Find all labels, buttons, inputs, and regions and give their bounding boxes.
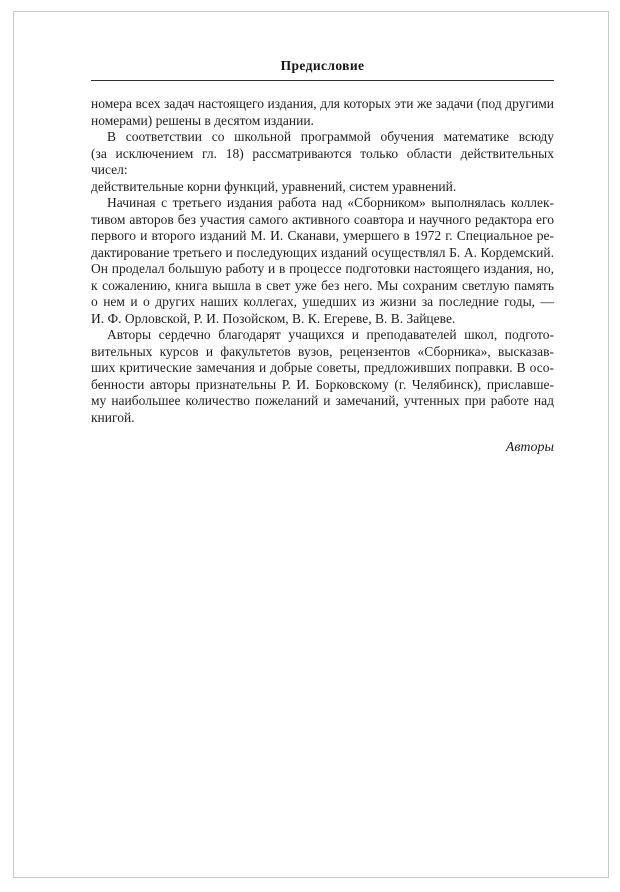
text-line: номерами) решены в десятом издании. bbox=[91, 112, 314, 128]
text-column bbox=[91, 12, 554, 456]
text-line: первого и второго изданий М. И. Сканави, умершего в 1972 г. Специальное ре- bbox=[91, 228, 554, 243]
header-rule bbox=[91, 80, 554, 81]
text-line: действительные корни функций, уравнений, систем уравнений. bbox=[91, 178, 457, 194]
text-line: к сожалению, книга вышла в свет уже без него. Мы сохраним светлую память bbox=[91, 277, 554, 293]
paragraph bbox=[91, 195, 554, 327]
text-line: о нем и о других наших коллегах, ушедших из жизни за последние годы, — bbox=[91, 294, 554, 309]
text-line: бенности авторы признательны Р. И. Борковскому (г. Челябинск), приславше- bbox=[91, 376, 554, 392]
body-text bbox=[91, 96, 554, 426]
text-line: номера всех задач настоящего издания, для которых эти же задачи (под другими bbox=[91, 96, 554, 111]
text-line: Авторы сердечно благодарят учащихся и преподавателей школ, подгото- bbox=[107, 327, 554, 342]
text-line: дактирование третьего и последующих изданий осуществлял Б. А. Кордемский. bbox=[91, 244, 554, 260]
text-line: книгой. bbox=[91, 409, 135, 425]
paragraph bbox=[91, 129, 554, 195]
text-line: му наибольшее количество пожеланий и замечаний, учтенных при работе над bbox=[91, 393, 554, 408]
text-line: ших критические замечания и добрые советы, предложивших поправки. В осо- bbox=[91, 360, 554, 375]
book-page bbox=[13, 11, 609, 878]
text-line: тивом авторов без участия самого активного соавтора и научного редактора его bbox=[91, 211, 554, 227]
text-line: В соответствии со школьной программой обучения математике всюду bbox=[107, 129, 554, 144]
text-line: вительных курсов и факультетов вузов, рецензентов «Сборника», высказав- bbox=[91, 343, 554, 359]
text-line: (за исключением гл. 18) рассматриваются только области действительных чисел: bbox=[91, 145, 554, 177]
page-header-title: Предисловие bbox=[280, 58, 365, 73]
text-line: Он проделал большую работу и в процессе подготовки настоящего издания, но, bbox=[91, 261, 554, 276]
text-line: Начиная с третьего издания работа над «Сборником» выполнялась коллек- bbox=[107, 195, 554, 210]
authors-signature: Авторы bbox=[505, 440, 554, 455]
text-line: И. Ф. Орловской, Р. И. Позойском, В. К. Егереве, В. В. Зайцеве. bbox=[91, 310, 456, 326]
paragraph bbox=[91, 96, 554, 129]
paragraph bbox=[91, 327, 554, 426]
